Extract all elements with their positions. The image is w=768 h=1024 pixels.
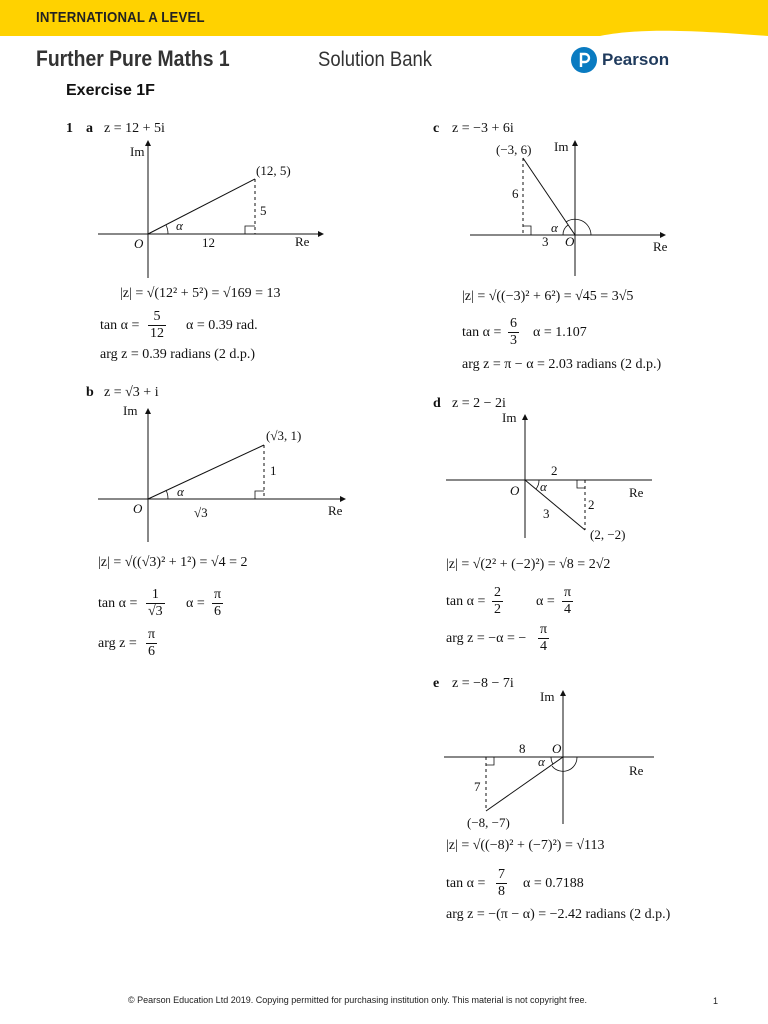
part-d-arg-label: arg z = −α = −: [446, 631, 527, 646]
part-c-label: c: [433, 121, 440, 136]
fraction-denominator: 4: [540, 639, 548, 654]
part-a-modulus: |z| = √(12² + 5²) = √169 = 13: [120, 286, 281, 301]
part-d-argand-diagram: [440, 408, 670, 548]
part-b-alpha-fraction: [212, 587, 223, 620]
fraction-numerator: 7: [498, 867, 505, 882]
fraction-denominator: 8: [498, 884, 505, 899]
part-d-tan-label: tan α =: [446, 594, 486, 609]
part-b-equation: z = √3 + i: [104, 385, 159, 400]
fraction-numerator: 6: [510, 316, 517, 331]
point-label: (−8, −7): [467, 815, 510, 830]
alpha-label: α: [538, 754, 545, 769]
part-e-tan-fraction: [496, 867, 507, 900]
brand-name: Pearson: [602, 50, 670, 69]
part-a-label: a: [86, 121, 93, 136]
fraction-numerator: π: [148, 627, 156, 642]
part-e-tan-label: tan α =: [446, 876, 486, 891]
copyright-notice: © Pearson Education Ltd 2019. Copying permitted for purchasing institution only. This material is not copyright free.: [128, 995, 588, 1005]
part-a-tan-fraction: [148, 309, 166, 342]
point-label: (12, 5): [256, 163, 291, 178]
part-d-modulus: |z| = √(2² + (−2)²) = √8 = 2√2: [446, 557, 611, 572]
part-c-equation: z = −3 + 6i: [452, 121, 514, 136]
axis-im-label: Im: [554, 139, 569, 154]
origin-label: O: [552, 741, 562, 756]
origin-label: O: [510, 483, 520, 498]
part-c-argand-diagram: [460, 136, 690, 286]
vertical-side-label: 7: [474, 779, 481, 794]
axis-re-label: Re: [629, 485, 644, 500]
vertical-side-label: 1: [270, 463, 277, 478]
part-d-alpha-label: α =: [536, 594, 555, 609]
pearson-logo-icon: [571, 47, 597, 73]
fraction-denominator: 4: [564, 602, 572, 617]
vertical-side-label: 5: [260, 203, 267, 218]
horizontal-side-label: 3: [542, 234, 549, 249]
question-number: 1: [66, 121, 73, 136]
fraction-denominator: 2: [494, 602, 501, 617]
part-a-argand-diagram: [90, 136, 330, 286]
fraction-numerator: π: [564, 585, 572, 600]
vertical-side-label: 6: [512, 186, 519, 201]
axis-im-label: Im: [130, 144, 145, 159]
alpha-label: α: [177, 484, 184, 499]
part-d-equation: z = 2 − 2i: [452, 396, 506, 411]
fraction-numerator: π: [540, 622, 548, 637]
alpha-label: α: [551, 220, 558, 235]
fraction-numerator: 5: [153, 309, 161, 324]
hypotenuse-label: 3: [543, 506, 550, 521]
axis-re-label: Re: [653, 239, 668, 254]
alpha-label: α: [540, 479, 547, 494]
origin-label: O: [133, 501, 143, 516]
axis-im-label: Im: [123, 403, 138, 418]
part-c-tan-fraction: [508, 316, 519, 349]
axis-im-label: Im: [540, 689, 555, 704]
part-c-tan-label: tan α =: [462, 325, 502, 340]
fraction-denominator: 12: [150, 326, 164, 341]
point-label: (2, −2): [590, 527, 626, 542]
axis-re-label: Re: [295, 234, 310, 249]
fraction-numerator: 1: [151, 587, 159, 602]
fraction-denominator: 3: [510, 333, 517, 348]
part-b-tan-label: tan α =: [98, 596, 138, 611]
part-e-modulus: |z| = √((−8)² + (−7)²) = √113: [446, 838, 605, 853]
book-title: Further Pure Maths 1: [36, 46, 230, 71]
part-a-argument: arg z = 0.39 radians (2 d.p.): [100, 347, 255, 362]
vertical-side-label: 2: [588, 497, 595, 512]
origin-label: O: [565, 234, 575, 249]
axis-re-label: Re: [328, 503, 343, 518]
part-c-argument: arg z = π − α = 2.03 radians (2 d.p.): [462, 357, 662, 372]
series-title: INTERNATIONAL A LEVEL: [36, 9, 205, 26]
horizontal-side-label: √3: [194, 505, 208, 520]
exercise-title: Exercise 1F: [66, 82, 155, 99]
origin-label: O: [134, 236, 144, 251]
part-d-label: d: [433, 396, 441, 411]
part-b-arg-fraction: [146, 627, 157, 660]
part-a-equation: z = 12 + 5i: [104, 121, 165, 136]
point-label: (−3, 6): [496, 142, 532, 157]
part-b-alpha-label: α =: [186, 596, 205, 611]
part-e-alpha-value: α = 0.7188: [523, 876, 584, 891]
part-b-tan-fraction: [146, 587, 165, 620]
section-title: Solution Bank: [318, 48, 433, 71]
part-e-label: e: [433, 676, 440, 691]
alpha-label: α: [176, 218, 183, 233]
part-a-alpha-value: α = 0.39 rad.: [186, 318, 258, 333]
part-e-argand-diagram: [440, 684, 670, 834]
part-b-arg-label: arg z =: [98, 636, 137, 651]
part-b-modulus: |z| = √((√3)² + 1²) = √4 = 2: [98, 555, 248, 570]
point-label: (√3, 1): [266, 428, 302, 443]
part-d-alpha-fraction: [562, 585, 573, 618]
horizontal-side-label: 12: [202, 235, 215, 250]
horizontal-side-label: 2: [551, 463, 558, 478]
part-d-tan-fraction: [492, 585, 503, 618]
page-number: 1: [713, 996, 719, 1006]
part-b-label: b: [86, 385, 94, 400]
fraction-denominator: 6: [148, 644, 156, 659]
fraction-denominator: √3: [148, 604, 163, 619]
axis-im-label: Im: [502, 410, 517, 425]
fraction-numerator: π: [214, 587, 222, 602]
part-b-argand-diagram: [90, 400, 360, 550]
part-d-arg-fraction: [538, 622, 549, 655]
part-a-tan-label: tan α =: [100, 318, 140, 333]
part-c-alpha-value: α = 1.107: [533, 325, 587, 340]
part-c-modulus: |z| = √((−3)² + 6²) = √45 = 3√5: [462, 289, 634, 304]
axis-re-label: Re: [629, 763, 644, 778]
horizontal-side-label: 8: [519, 741, 526, 756]
part-e-equation: z = −8 − 7i: [452, 676, 514, 691]
fraction-numerator: 2: [494, 585, 501, 600]
fraction-denominator: 6: [214, 604, 222, 619]
part-e-argument: arg z = −(π − α) = −2.42 radians (2 d.p.): [446, 907, 671, 922]
